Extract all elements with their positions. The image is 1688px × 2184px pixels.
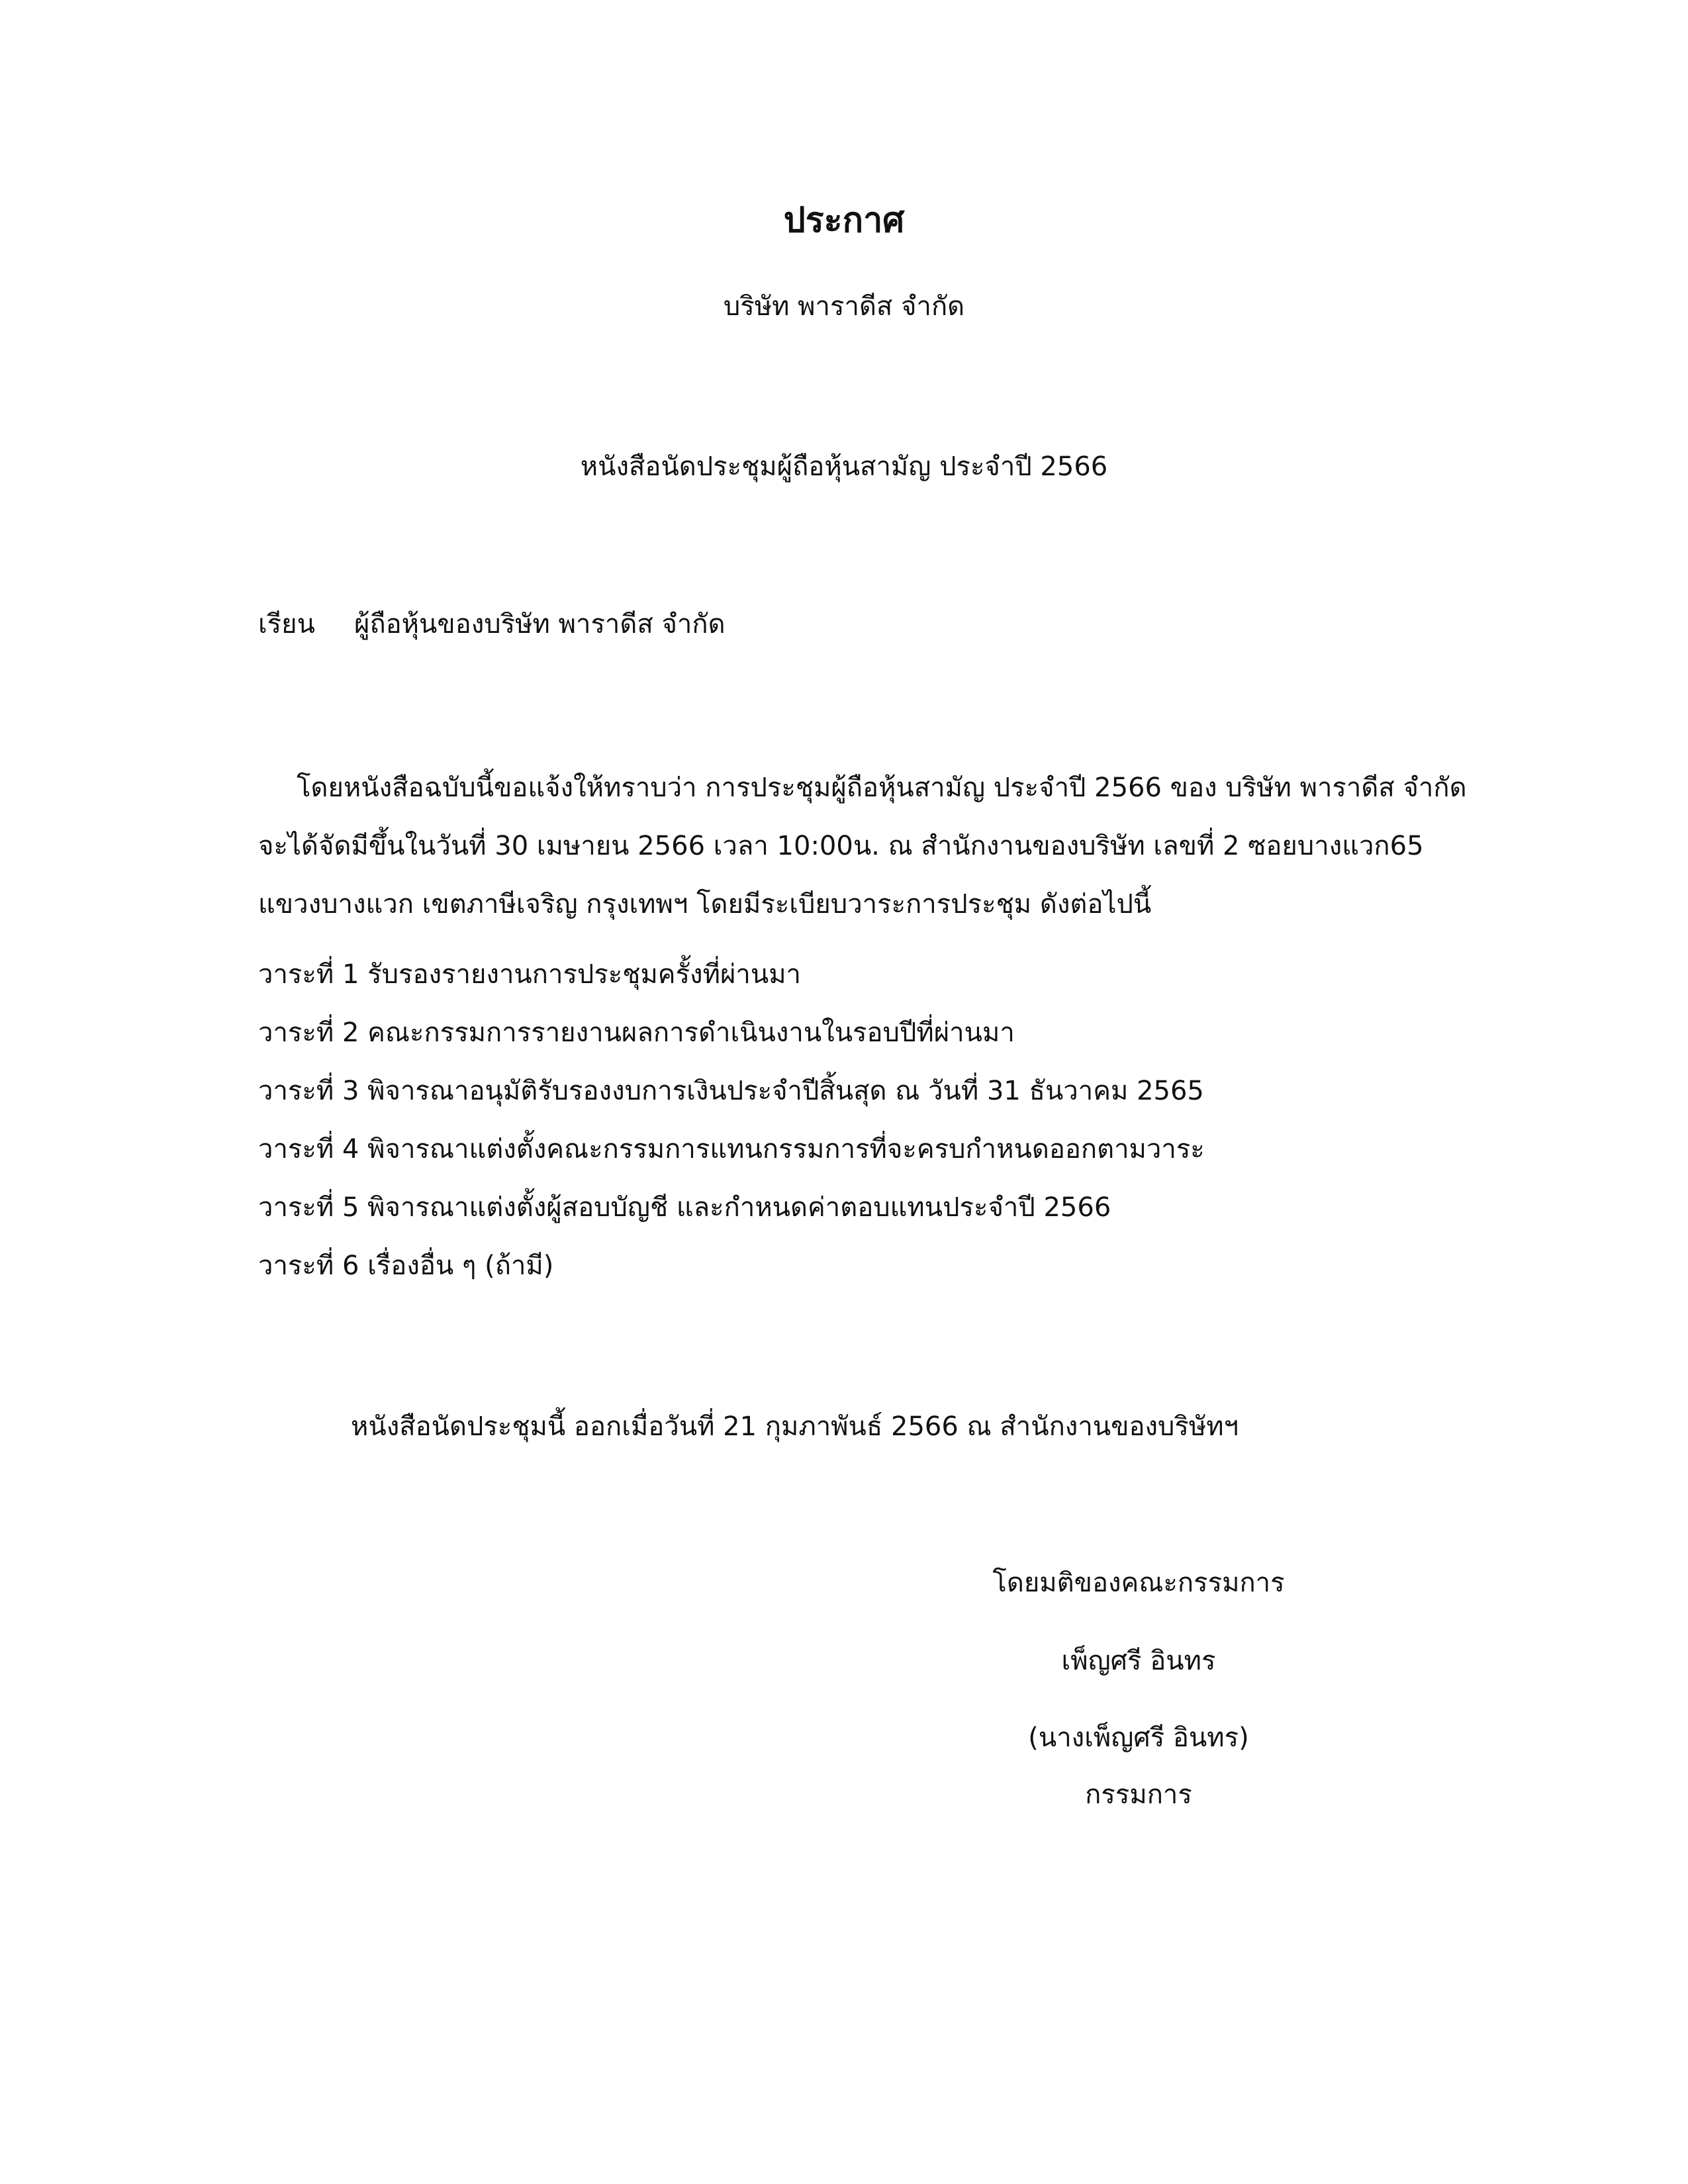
agenda-item-1: วาระที่ 1 รับรองรายงานการประชุมครั้งที่ผ่านมา xyxy=(258,959,802,990)
agenda-item-4: วาระที่ 4 พิจารณาแต่งตั้งคณะกรรมการแทนกรรมการที่จะครบกำหนดออกตามวาระ xyxy=(258,1134,1205,1164)
agenda-item-2: วาระที่ 2 คณะกรรมการรายงานผลการดำเนินงานในรอบปีที่ผ่านมา xyxy=(258,1018,1015,1048)
body-paragraph xyxy=(258,759,1467,933)
signature: เพ็ญศรี อินทร xyxy=(1061,1646,1216,1676)
document-title: ประกาศ xyxy=(783,201,905,240)
salutation-recipient: ผู้ถือหุ้นของบริษัท พาราดีส จำกัด xyxy=(354,609,726,640)
body-line-1: โดยหนังสือฉบับนี้ขอแจ้งให้ทราบว่า การประชุมผู้ถือหุ้นสามัญ ประจำปี 2566 ของ บริษัท พาราดีส จำกัด xyxy=(297,773,1467,803)
agenda-list xyxy=(258,945,1205,1295)
agenda-item-3: วาระที่ 3 พิจารณาอนุมัติรับรองงบการเงินประจำปีสิ้นสุด ณ วันที่ 31 ธันวาคม 2565 xyxy=(258,1076,1204,1106)
signatory-position: กรรมการ xyxy=(1085,1780,1192,1810)
agenda-item-6: วาระที่ 6 เรื่องอื่น ๆ (ถ้ามี) xyxy=(258,1251,554,1281)
company-name: บริษัท พาราดีส จำกัด xyxy=(723,291,965,322)
issued-statement: หนังสือนัดประชุมนี้ ออกเมื่อวันที่ 21 กุมภาพันธ์ 2566 ณ สำนักงานของบริษัทฯ xyxy=(351,1411,1239,1442)
agenda-item-5: วาระที่ 5 พิจารณาแต่งตั้งผู้สอบบัญชี และกำหนดค่าตอบแทนประจำปี 2566 xyxy=(258,1192,1111,1223)
body-line-3: แขวงบางแวก เขตภาษีเจริญ กรุงเทพฯ โดยมีระเบียบวาระการประชุม ดังต่อไปนี้ xyxy=(258,889,1152,920)
board-resolution: โดยมติของคณะกรรมการ xyxy=(992,1568,1285,1598)
salutation-label: เรียน xyxy=(258,609,315,640)
document-subject: หนังสือนัดประชุมผู้ถือหุ้นสามัญ ประจำปี 2566 xyxy=(580,451,1108,482)
body-line-2: จะได้จัดมีขึ้นในวันที่ 30 เมษายน 2566 เวลา 10:00น. ณ สำนักงานของบริษัท เลขที่ 2 ซอยบางแวก65 xyxy=(258,831,1424,861)
signatory-full-name: (นางเพ็ญศรี อินทร) xyxy=(1028,1723,1249,1753)
